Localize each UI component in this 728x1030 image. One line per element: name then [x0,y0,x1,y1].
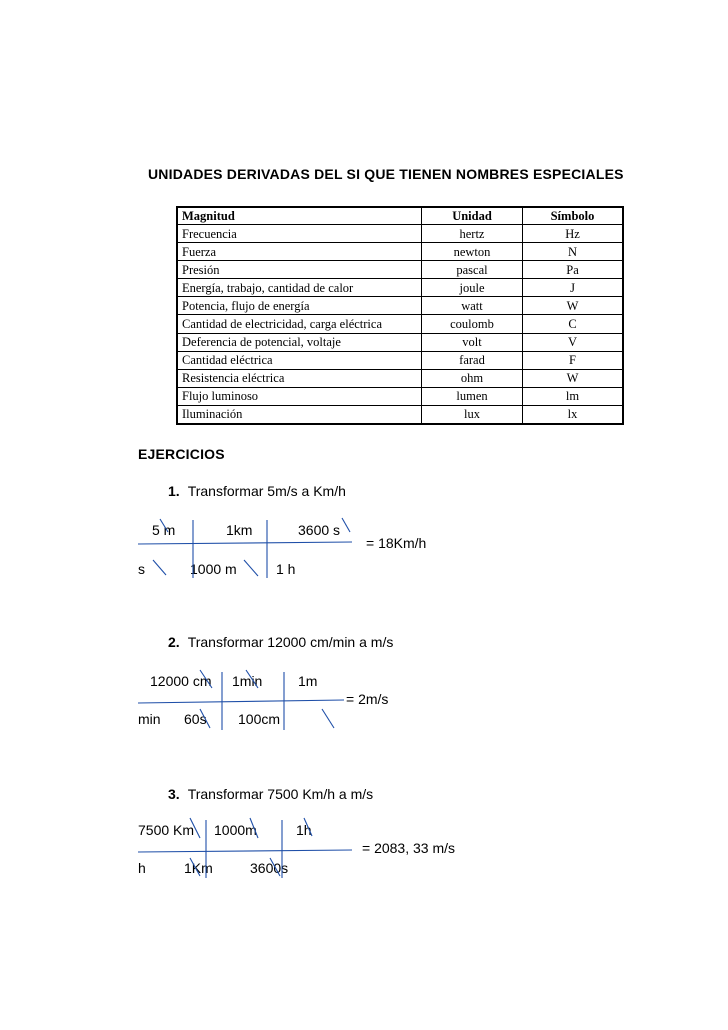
ex1-bottom-2: 1000 m [190,561,237,577]
exercise-3-text: Transformar 7500 Km/h a m/s [187,786,374,802]
ex3-bottom-3: 3600s [250,860,289,876]
cell-unidad: lumen [422,387,523,405]
ex3-fraction-line [138,850,352,852]
cell-magnitud: Energía, trabajo, cantidad de calor [178,279,422,297]
ex2-cancel-s-bottom [200,709,210,728]
cell-magnitud: Frecuencia [178,225,422,243]
ex2-bottom-3: 100cm [238,711,281,727]
cell-unidad: newton [422,243,523,261]
exercise-2-number: 2. [168,634,180,650]
cell-magnitud: Flujo luminoso [178,387,422,405]
ex2-bottom-2: 60s [184,711,207,727]
cell-magnitud: Iluminación [178,405,422,423]
ex1-cancel-s-top [342,518,350,532]
cell-magnitud: Deferencia de potencial, voltaje [178,333,422,351]
ex1-bottom-1: s [138,561,145,577]
ex3-top-2: 1000m [214,822,257,838]
cell-magnitud: Cantidad de electricidad, carga eléctrica [178,315,422,333]
cell-unidad: watt [422,297,523,315]
cell-magnitud: Presión [178,261,422,279]
header-magnitud: Magnitud [178,208,422,225]
exercise-1-text: Transformar 5m/s a Km/h [187,483,346,499]
cell-unidad: volt [422,333,523,351]
ex2-cancel-min-top [246,670,258,688]
cell-unidad: joule [422,279,523,297]
cell-magnitud: Cantidad eléctrica [178,351,422,369]
header-unidad: Unidad [422,208,523,225]
cell-unidad: lux [422,405,523,423]
ex2-cancel-cm-top [200,670,212,688]
cell-unidad: hertz [422,225,523,243]
ex1-top-2: 1km [226,522,253,538]
cell-unidad: pascal [422,261,523,279]
ex3-cancel-s-bottom [270,858,280,876]
ex2-top-3: 1m [298,673,318,689]
cell-simbolo: Hz [523,225,623,243]
ex2-result: = 2m/s [346,691,389,707]
ex3-bottom-1: h [138,860,146,876]
ex1-cancel-m-bottom [244,560,258,576]
ex2-top-1: 12000 cm [150,673,212,689]
ex1-bottom-3: 1 h [276,561,296,577]
header-simbolo: Símbolo [523,208,623,225]
cell-unidad: coulomb [422,315,523,333]
cell-magnitud: Fuerza [178,243,422,261]
ex2-top-2: 1min [232,673,263,689]
ex3-cancel-m-top [250,818,258,838]
cell-simbolo: N [523,243,623,261]
ex2-bottom-1: min [138,711,161,727]
ex1-fraction-line [138,542,352,544]
ex3-cancel-km-top [190,818,200,838]
ex3-top-3: 1h [296,822,312,838]
ex3-top-1: 7500 Km [138,822,195,838]
ex1-top-3: 3600 s [298,522,341,538]
ex3-cancel-h-top [304,818,312,836]
page-title: UNIDADES DERIVADAS DEL SI QUE TIENEN NOMBRES ESPECIALES [148,166,624,182]
ex3-result: = 2083, 33 m/s [362,840,456,856]
cell-simbolo: W [523,369,623,387]
cell-simbolo: W [523,297,623,315]
cell-simbolo: Pa [523,261,623,279]
cell-simbolo: J [523,279,623,297]
ex2-fraction-line [138,700,344,703]
cell-magnitud: Potencia, flujo de energía [178,297,422,315]
ex1-cancel-m-top [160,519,168,532]
ex1-cancel-s-bottom [153,560,166,575]
cell-simbolo: F [523,351,623,369]
pen-strokes [138,518,352,878]
ex3-bottom-2: 1Km [184,860,213,876]
cell-simbolo: V [523,333,623,351]
ex3-cancel-km-bottom [190,858,200,876]
exercises-heading: EJERCICIOS [138,446,225,462]
ex2-cancel-cm-bottom [322,709,334,728]
cell-simbolo: lx [567,407,578,422]
ex1-result: = 18Km/h [366,535,427,551]
ex1-top-1: 5 m [152,522,176,538]
cell-magnitud: Resistencia eléctrica [178,369,422,387]
exercise-3-number: 3. [168,786,180,802]
cell-unidad: farad [422,351,523,369]
exercise-1-number: 1. [168,483,180,499]
cell-simbolo: lm [523,387,623,405]
cell-unidad: ohm [422,369,523,387]
cell-simbolo: C [523,315,623,333]
exercise-2-text: Transformar 12000 cm/min a m/s [187,634,394,650]
